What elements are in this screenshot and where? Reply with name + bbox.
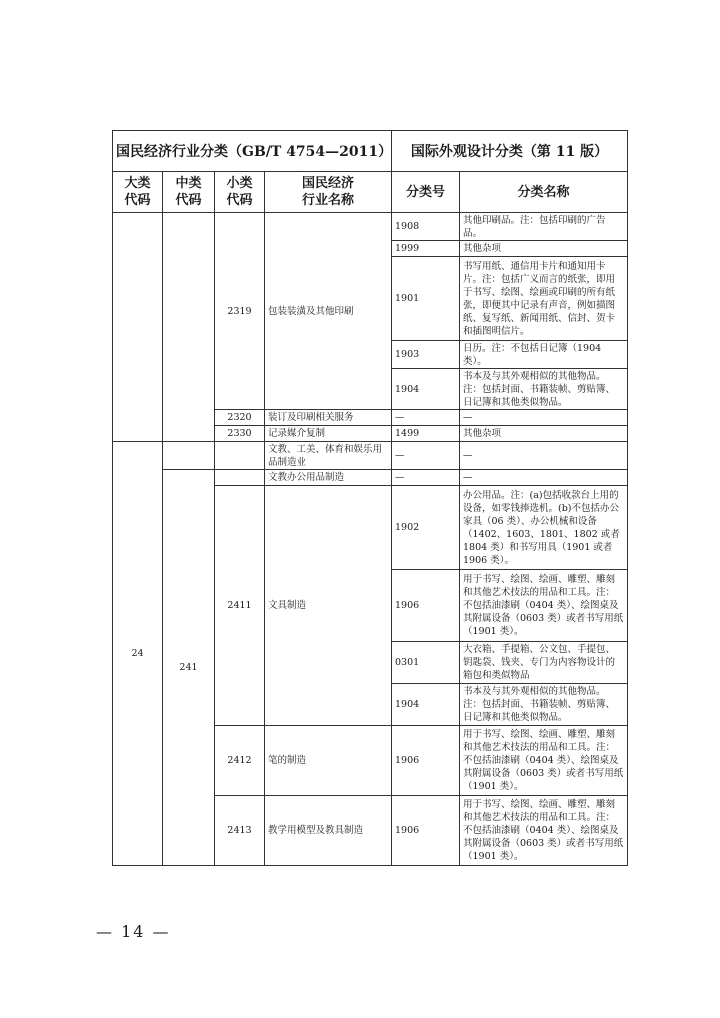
industry-name-cell: 笔的制造 bbox=[265, 726, 392, 796]
column-header-row bbox=[113, 172, 628, 213]
class-name-cell: 日历。注：不包括日记簿（1904 类）。 bbox=[460, 341, 628, 369]
class-no-cell: 0301 bbox=[392, 642, 460, 684]
class-name-cell: 其他印刷品。注：包括印刷的广告品。 bbox=[460, 213, 628, 241]
industry-name-cell: 文教、工美、体育和娱乐用品制造业 bbox=[265, 442, 392, 470]
class-no-cell: 1499 bbox=[392, 426, 460, 442]
major-code-cell: 24 bbox=[113, 442, 163, 866]
table-row bbox=[113, 442, 628, 470]
industry-name-cell: 包装装潢及其他印刷 bbox=[265, 213, 392, 410]
industry-name-cell: 文教办公用品制造 bbox=[265, 470, 392, 486]
class-no-cell: — bbox=[392, 410, 460, 426]
page-number: — 14 — bbox=[96, 922, 171, 941]
table-title-row bbox=[113, 131, 628, 172]
class-no-cell: 1904 bbox=[392, 369, 460, 410]
class-no-cell: 1906 bbox=[392, 570, 460, 642]
class-no-cell: 1906 bbox=[392, 796, 460, 866]
class-name-cell: — bbox=[460, 442, 628, 470]
class-name-header: 分类名称 bbox=[460, 172, 628, 213]
class-name-cell: — bbox=[460, 410, 628, 426]
minor-code-cell: 2412 bbox=[215, 726, 265, 796]
middle-code-cell: 241 bbox=[163, 470, 215, 866]
minor-code-cell: 2330 bbox=[215, 426, 265, 442]
class-no-cell: 1999 bbox=[392, 241, 460, 257]
class-name-cell: 书本及与其外观相似的其他物品。注：包括封面、书籍装帧、剪贴簿、日记簿和其他类似物品。 bbox=[460, 369, 628, 410]
classification-table bbox=[112, 130, 628, 866]
class-no-cell: — bbox=[392, 470, 460, 486]
class-name-cell: 办公用品。注：(a)包括收款台上用的设备，如零钱捧选机。(b)不包括办公家具（06 类）、办公机械和设备（1402、1603、1801、1802 或者 1804 类）和书写用具（1901 或者 1906 类）。 bbox=[460, 486, 628, 570]
middle-code-cell bbox=[163, 442, 215, 470]
major-code-header: 大类 代码 bbox=[113, 172, 163, 213]
minor-code-cell: 2411 bbox=[215, 486, 265, 726]
class-no-cell: 1908 bbox=[392, 213, 460, 241]
class-no-cell: 1906 bbox=[392, 726, 460, 796]
middle-code-cell bbox=[163, 213, 215, 442]
class-name-cell: 书本及与其外观相似的其他物品。注：包括封面、书籍装帧、剪贴簿、日记簿和其他类似物品。 bbox=[460, 684, 628, 726]
class-name-cell: 用于书写、绘图、绘画、雕塑、雕刻和其他艺术技法的用品和工具。注：不包括油漆刷（0404 类）、绘图桌及其附属设备（0603 类）或者书写用纸（1901 类）。 bbox=[460, 570, 628, 642]
minor-code-cell: 2413 bbox=[215, 796, 265, 866]
class-no-cell: 1901 bbox=[392, 257, 460, 341]
class-name-cell: 大衣箱、手提箱、公文包、手提包、钥匙袋、钱夹、专门为内容物设计的箱包和类似物品 bbox=[460, 642, 628, 684]
minor-code-cell bbox=[215, 470, 265, 486]
industry-name-cell: 文具制造 bbox=[265, 486, 392, 726]
class-name-cell: 其他杂项 bbox=[460, 426, 628, 442]
minor-code-cell: 2320 bbox=[215, 410, 265, 426]
minor-code-cell: 2319 bbox=[215, 213, 265, 410]
gbt-header: 国民经济行业分类（GB/T 4754—2011） bbox=[113, 131, 392, 172]
class-no-cell: 1904 bbox=[392, 684, 460, 726]
table-row bbox=[113, 470, 628, 486]
class-no-cell: 1903 bbox=[392, 341, 460, 369]
class-name-cell: 用于书写、绘图、绘画、雕塑、雕刻和其他艺术技法的用品和工具。注：不包括油漆刷（0404 类）、绘图桌及其附属设备（0603 类）或者书写用纸（1901 类）。 bbox=[460, 726, 628, 796]
class-no-cell: — bbox=[392, 442, 460, 470]
industry-name-header: 国民经济 行业名称 bbox=[265, 172, 392, 213]
class-no-cell: 1902 bbox=[392, 486, 460, 570]
class-name-cell: 其他杂项 bbox=[460, 241, 628, 257]
major-code-cell bbox=[113, 213, 163, 442]
industry-name-cell: 教学用模型及教具制造 bbox=[265, 796, 392, 866]
middle-code-header: 中类 代码 bbox=[163, 172, 215, 213]
minor-code-header: 小类 代码 bbox=[215, 172, 265, 213]
industry-name-cell: 记录媒介复制 bbox=[265, 426, 392, 442]
industry-name-cell: 装订及印刷相关服务 bbox=[265, 410, 392, 426]
class-name-cell: 书写用纸、通信用卡片和通知用卡片。注：包括广义而言的纸张，即用于书写、绘图、绘画或印刷的所有纸张，即便其中记录有声音，例如描图纸、复写纸、新闻用纸、信封、贺卡和插图明信片。 bbox=[460, 257, 628, 341]
minor-code-cell bbox=[215, 442, 265, 470]
class-name-cell: — bbox=[460, 470, 628, 486]
table-row bbox=[113, 213, 628, 241]
class-name-cell: 用于书写、绘图、绘画、雕塑、雕刻和其他艺术技法的用品和工具。注：不包括油漆刷（0404 类）、绘图桌及其附属设备（0603 类）或者书写用纸（1901 类）。 bbox=[460, 796, 628, 866]
class-no-header: 分类号 bbox=[392, 172, 460, 213]
locarno-header: 国际外观设计分类（第 11 版） bbox=[392, 131, 628, 172]
